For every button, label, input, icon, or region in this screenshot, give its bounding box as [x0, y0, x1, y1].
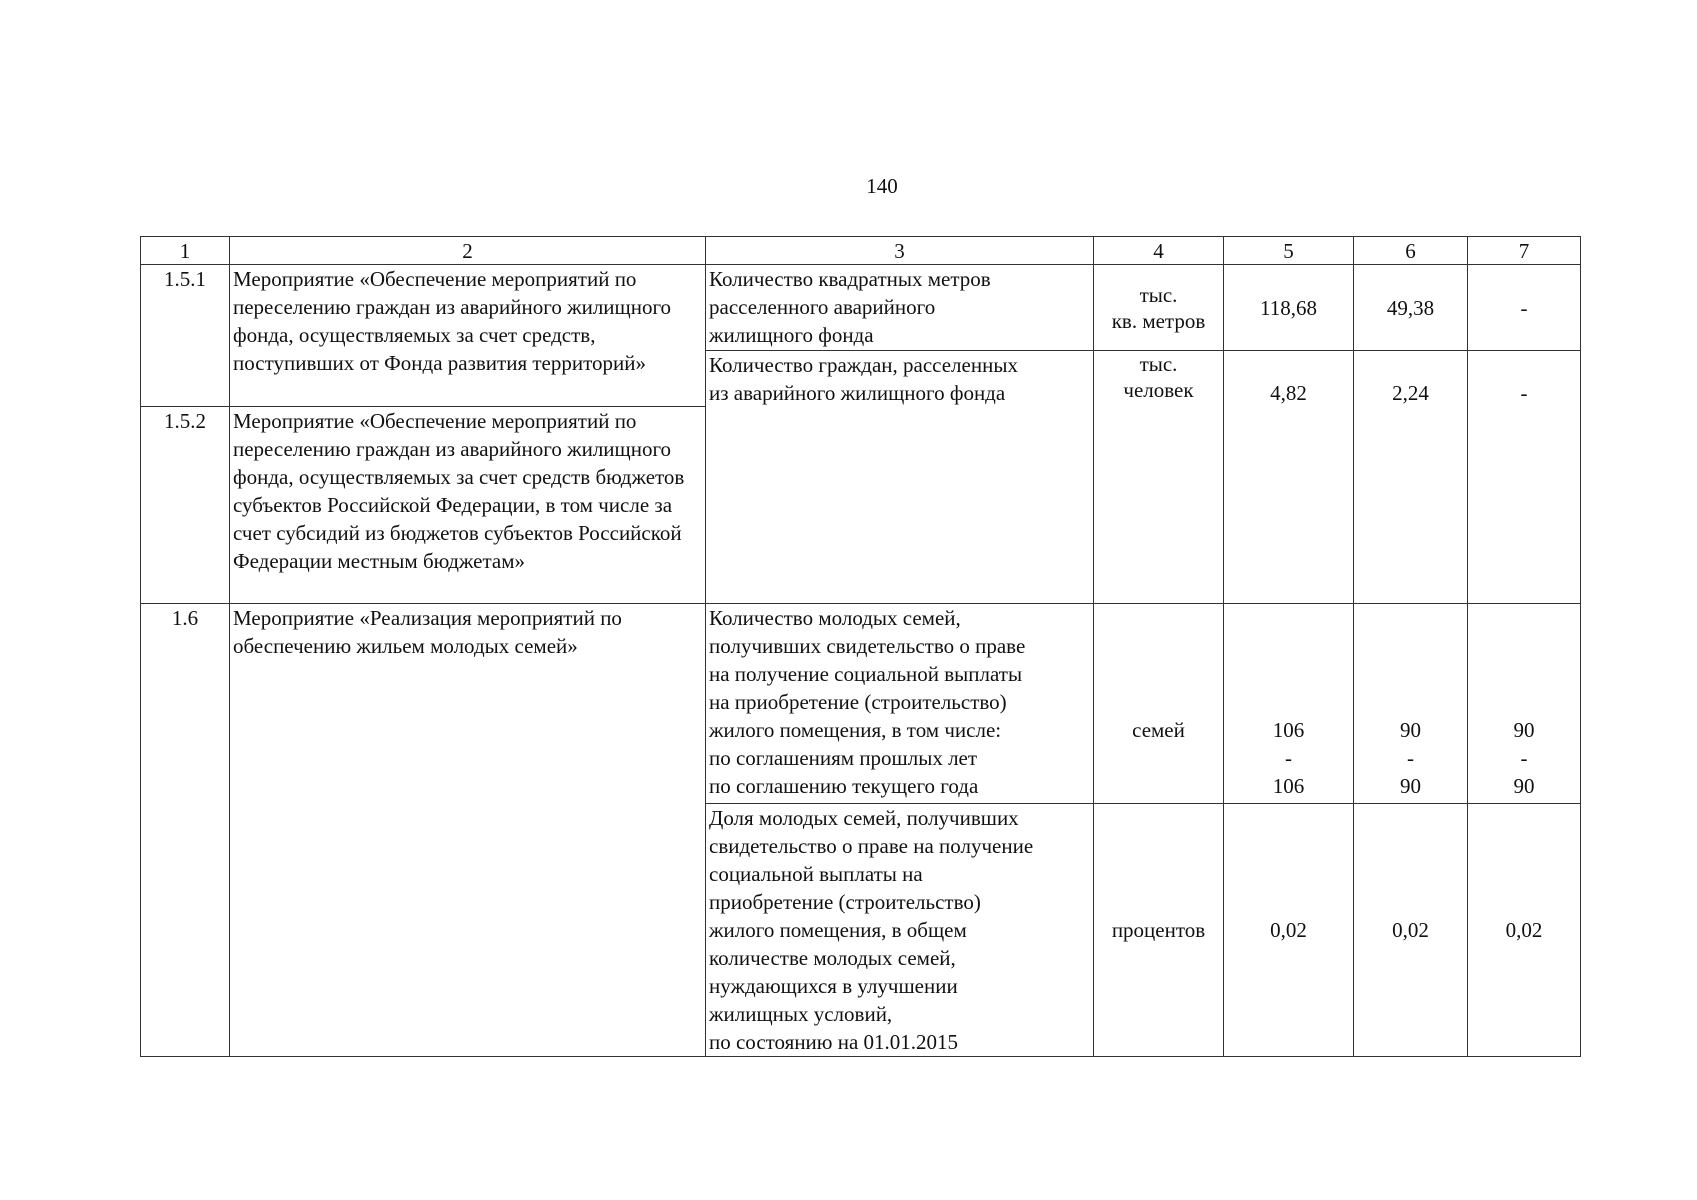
- indicator-line: Количество квадратных метров: [709, 267, 991, 291]
- value-line: 90: [1400, 718, 1421, 742]
- indicator-line: жилого помещения, в общем: [709, 918, 967, 942]
- indicator-line: нуждающихся в улучшении: [709, 974, 958, 998]
- row-number-1-5-1: 1.5.1: [141, 265, 230, 407]
- indicator-line: жилищного фонда: [709, 323, 874, 347]
- value-line: 90: [1513, 774, 1535, 798]
- row-number-1-5-2: 1.5.2: [141, 407, 230, 604]
- indicator-young-families: [706, 604, 1094, 804]
- value-col7-sq-meters: -: [1468, 265, 1581, 351]
- indicator-sq-meters: [706, 265, 1094, 351]
- indicators-table: [140, 236, 1581, 1057]
- value-col6-young-families: [1354, 604, 1468, 804]
- indicator-line: количестве молодых семей,: [709, 946, 956, 970]
- indicator-line: по соглашениям прошлых лет: [709, 746, 978, 770]
- value-col6-young-families-share: 0,02: [1354, 804, 1468, 1057]
- unit-young-families-share: процентов: [1094, 804, 1224, 1057]
- value-col6-citizens: 2,24: [1354, 351, 1468, 604]
- event-text-1-6: Мероприятие «Реализация мероприятий по обеспечению жильем молодых семей»: [230, 604, 706, 1057]
- event-text-1-5-1: Мероприятие «Обеспечение мероприятий по переселению граждан из аварийного жилищного фонда, осуществляемых за счет средств, поступивших от Фонда развития территорий»: [230, 265, 706, 407]
- value-col5-citizens: 4,82: [1224, 351, 1354, 604]
- value-line: 90: [1513, 718, 1535, 742]
- column-header-7: 7: [1468, 237, 1581, 265]
- indicator-line: жилищных условий,: [709, 1002, 893, 1026]
- indicator-line: Количество молодых семей,: [709, 606, 961, 630]
- value-col7-citizens: -: [1468, 351, 1581, 604]
- indicator-line: свидетельство о праве на получение: [709, 834, 1034, 858]
- value-line: 106: [1272, 774, 1305, 798]
- value-line: 90: [1400, 774, 1421, 798]
- page-number: 140: [866, 174, 898, 198]
- unit-sq-meters: [1094, 265, 1224, 351]
- indicator-citizens: [706, 351, 1094, 604]
- table-header-row: [141, 237, 1581, 265]
- value-line: 106: [1272, 718, 1305, 742]
- indicator-line: социальной выплаты на: [709, 862, 923, 886]
- indicator-line: на получение социальной выплаты: [709, 662, 1023, 686]
- row-number-1-6: 1.6: [141, 604, 230, 1057]
- indicator-line: приобретение (строительство): [709, 890, 981, 914]
- indicator-line: Доля молодых семей, получивших: [709, 806, 1019, 830]
- indicator-line: получивших свидетельство о праве: [709, 634, 1026, 658]
- column-header-5: 5: [1224, 237, 1354, 265]
- column-header-3: 3: [706, 237, 1094, 265]
- value-col6-sq-meters: 49,38: [1354, 265, 1468, 351]
- indicator-line: по соглашению текущего года: [709, 774, 979, 798]
- column-header-2: 2: [230, 237, 706, 265]
- indicator-line: из аварийного жилищного фонда: [709, 381, 1006, 405]
- value-col5-young-families-share: 0,02: [1224, 804, 1354, 1057]
- column-header-4: 4: [1094, 237, 1224, 265]
- table-row-1-5-1: [141, 265, 1581, 351]
- event-text-1-5-2: Мероприятие «Обеспечение мероприятий по переселению граждан из аварийного жилищного фонда, осуществляемых за счет средств бюджетов субъектов Российской Федерации, в том числе за счет субсидий из бюджетов субъектов Российской Федерации местным бюджетам»: [230, 407, 706, 604]
- value-line: -: [1407, 746, 1414, 770]
- unit-line: кв. метров: [1111, 308, 1206, 333]
- indicator-line: жилого помещения, в том числе:: [709, 718, 1002, 742]
- indicator-line: расселенного аварийного: [709, 295, 936, 319]
- column-header-6: 6: [1354, 237, 1468, 265]
- value-line: -: [1285, 746, 1292, 770]
- indicator-line: Количество граждан, расселенных: [709, 353, 1018, 377]
- indicator-young-families-share: [706, 804, 1094, 1057]
- unit-line: тыс.: [1139, 352, 1178, 376]
- indicator-line: по состоянию на 01.01.2015: [709, 1030, 959, 1054]
- unit-line: тыс.: [1139, 282, 1178, 307]
- value-line: -: [1520, 746, 1528, 770]
- value-col7-young-families: [1468, 604, 1581, 804]
- unit-line: человек: [1123, 378, 1194, 402]
- column-header-1: 1: [141, 237, 230, 265]
- unit-citizens: [1094, 351, 1224, 604]
- value-col5-young-families: [1224, 604, 1354, 804]
- indicator-line: на приобретение (строительство): [709, 690, 1007, 714]
- value-col5-sq-meters: 118,68: [1224, 265, 1354, 351]
- table-row-1-6: [141, 604, 1581, 804]
- value-col7-young-families-share: 0,02: [1468, 804, 1581, 1057]
- unit-young-families: семей: [1094, 604, 1224, 804]
